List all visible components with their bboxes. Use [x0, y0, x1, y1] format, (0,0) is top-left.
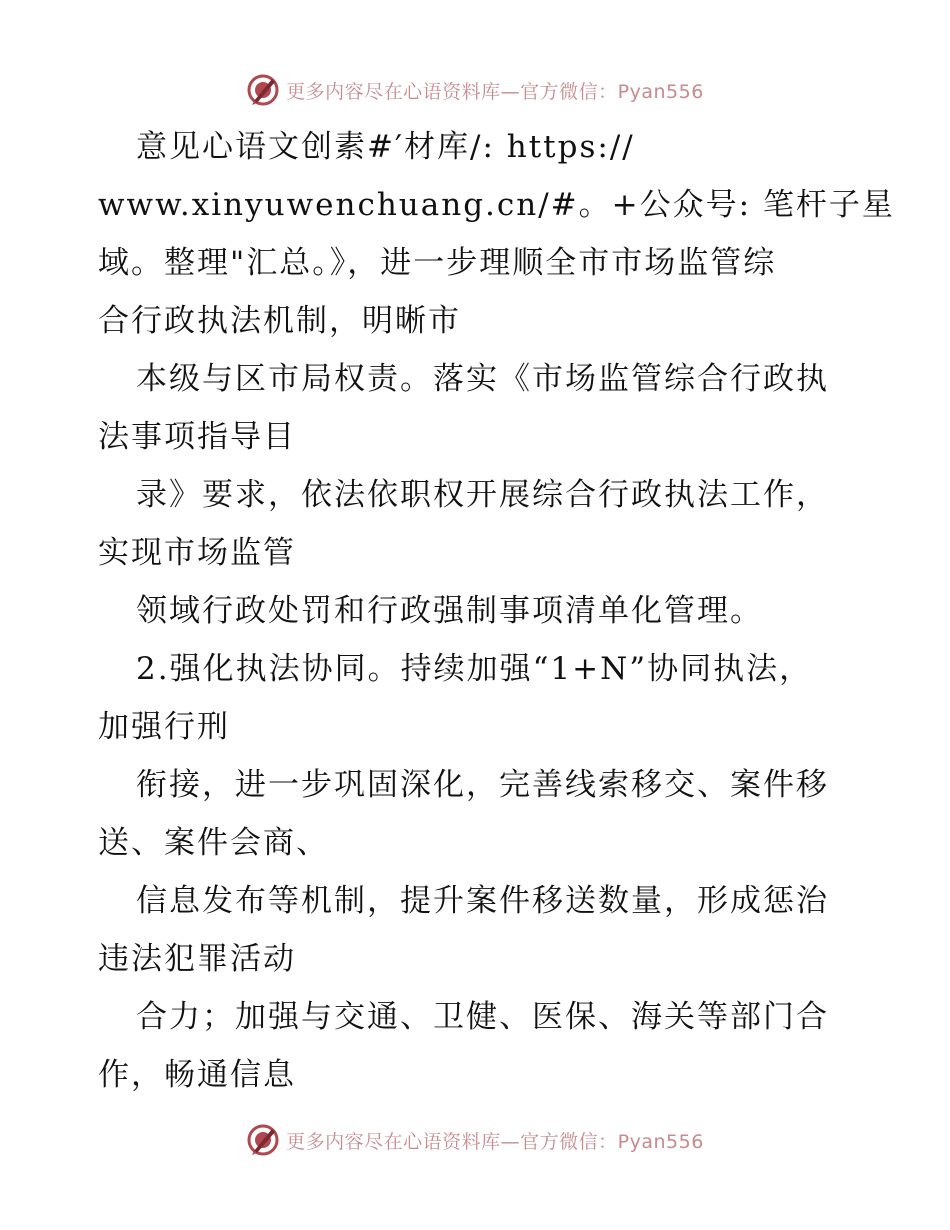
document-body: [98, 118, 895, 1104]
watermark-text: 更多内容尽在心语资料库—官方微信：Pyan556: [286, 80, 704, 103]
watermark-text: 更多内容尽在心语资料库—官方微信：Pyan556: [286, 1130, 704, 1153]
text-line: 实现市场监管: [98, 535, 296, 571]
text-line: 作，畅通信息: [98, 1057, 296, 1093]
text-line: 领域行政处罚和行政强制事项清单化管理。: [136, 593, 763, 629]
text-line: 录》要求，依法依职权开展综合行政执法工作，: [136, 477, 829, 513]
footer-watermark: [0, 1120, 950, 1160]
text-line: 域。整理"汇总。》，进一步理顺全市市场监管综: [98, 245, 777, 281]
pen-logo-icon: [246, 73, 280, 107]
text-line: 合行政执法机制，明晰市: [98, 303, 461, 339]
text-line: 信息发布等机制，提升案件移送数量，形成惩治: [136, 883, 829, 919]
text-line: 送、案件会商、: [98, 825, 329, 861]
text-line: 2.强化执法协同。持续加强“1+N”协同执法，: [136, 651, 813, 687]
text-line: 法事项指导目: [98, 419, 296, 455]
pen-logo-icon: [246, 1123, 280, 1157]
text-line: 合力；加强与交通、卫健、医保、海关等部门合: [136, 999, 829, 1035]
text-line: 违法犯罪活动: [98, 941, 296, 977]
text-line: 意见心语文创素#′材库/: https://: [136, 129, 635, 165]
text-line: 衔接，进一步巩固深化，完善线索移交、案件移: [136, 767, 829, 803]
text-line: 本级与区市局权责。落实《市场监管综合行政执: [136, 361, 829, 397]
header-watermark: [0, 70, 950, 110]
text-line: www.xinyuwenchuang.cn/#。+公众号: 笔杆子星: [98, 187, 895, 223]
text-line: 加强行刑: [98, 709, 230, 745]
